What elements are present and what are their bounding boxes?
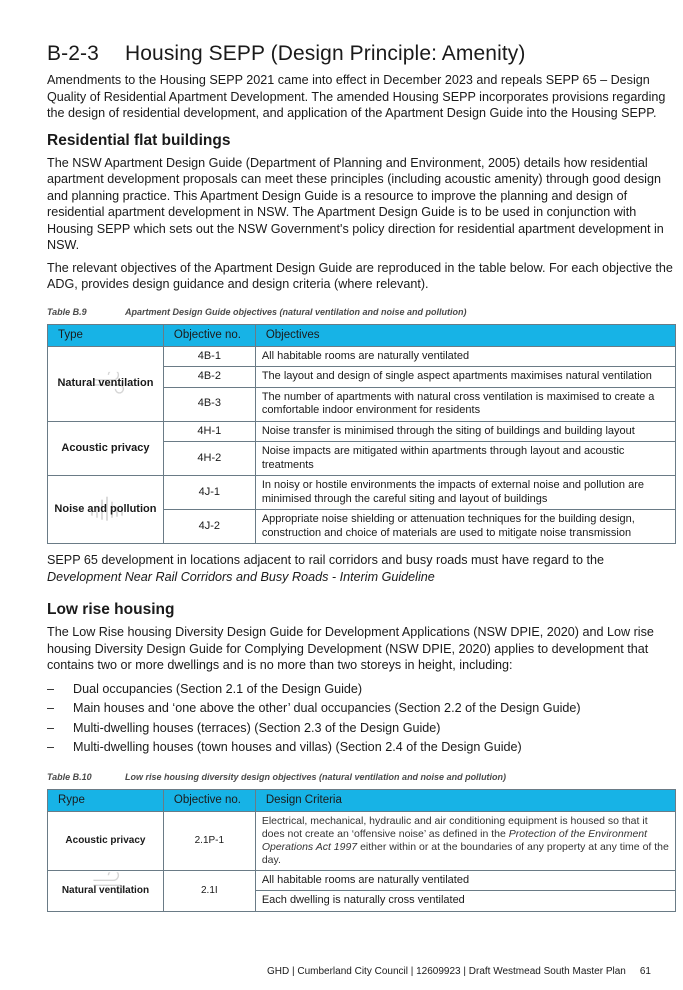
low-rise-list [47,680,679,758]
objective-text: The layout and design of single aspect apartments maximises natural ventilation [255,367,675,388]
table-b10-caption [47,772,679,782]
bullet-dash: – [47,681,55,696]
table-label: Table B.10 [47,771,92,782]
objective-text: In noisy or hostile environments the impacts of external noise and pollution are minimised through the careful siting and layout of buildings [255,476,675,510]
table-b10 [47,789,676,912]
objective-no: 4J-1 [163,476,255,510]
bullet-dash: – [47,701,55,715]
objective-no: 4B-3 [163,387,255,421]
section-title-residential: Residential flat buildings [47,131,231,149]
type-label: Natural ventilation [57,376,154,389]
table-row [48,421,676,442]
list-item: – Multi-dwelling houses (town houses and villas) (Section 2.4 of the Design Guide) [47,738,679,758]
guideline-title: Development Near Rail Corridors and Busy Roads - Interim Guideline [47,569,435,584]
header-type: Rype [48,789,164,811]
objective-no: 4B-2 [163,367,255,388]
table-row [48,476,676,510]
header-type: Type [48,324,164,346]
heading-number: B-2-3 [47,42,99,65]
bullet-dash: – [47,740,55,754]
intro-paragraph: Amendments to the Housing SEPP 2021 came into effect in December 2023 and repeals SEPP 65 – Design Quality of Residential Apartment Development. The amended Housing SEPP incorporates provisions regarding the design of residential development, and application of the Apartment Design Guide into the Housing SEPP. [47,73,666,120]
table-b9-caption [47,307,679,317]
table-header-row [48,789,676,811]
bullet-dash: – [47,720,55,735]
header-objectives: Objectives [255,324,675,346]
rail-corridor-text: SEPP 65 development in locations adjacent to rail corridors and busy roads must have regard to the [47,553,605,567]
header-objective-no: Objective no. [163,324,255,346]
type-label: Noise and pollution [54,502,157,515]
type-cell-acoustic-privacy [48,421,164,476]
type-cell-noise-and-pollution [48,476,164,544]
objective-no: 4B-1 [163,346,255,367]
table-caption-text: Low rise housing diversity design objectives (natural ventilation and noise and pollution) [125,771,507,782]
act-title: Protection of the Environment Operations Act 1997 [261,827,648,853]
criteria-text: Electrical, mechanical, hydraulic and air conditioning equipment is housed so that it does not create an ‘offensive noise’ as defined in the Protection of the Environment Operations Act 1997 either within or at the boundaries of any property at any time of the day. [255,811,675,870]
criteria-text: All habitable rooms are naturally ventilated [255,870,675,891]
list-item: – Main houses and ‘one above the other’ dual occupancies (Section 2.2 of the Design Guide) [47,699,679,719]
type-label: Natural ventilation [61,884,150,896]
objective-text: All habitable rooms are naturally ventilated [255,346,675,367]
rail-corridor-paragraph [47,552,679,585]
objective-text: The number of apartments with natural cross ventilation is maximised to create a comfortable indoor environment for residents [255,387,675,421]
heading-title: Housing SEPP (Design Principle: Amenity) [125,42,526,65]
page-footer [267,966,651,977]
objective-no: 2.1P-1 [163,811,255,870]
objective-text: Noise transfer is minimised through the siting of buildings and building layout [255,421,675,442]
table-header-row [48,324,676,346]
table-b9 [47,324,676,545]
document-page [47,42,679,912]
header-objective-no: Objective no. [163,789,255,811]
section-title-low-rise: Low rise housing [47,601,175,618]
page-heading [47,42,679,66]
residential-paragraph-2: The relevant objectives of the Apartment Design Guide are reproduced in the table below. For each objective the ADG, provides design guidance and design criteria (where relevant). [47,260,673,291]
type-cell-natural-ventilation [48,346,164,421]
table-row [48,346,676,367]
header-design-criteria: Design Criteria [255,789,675,811]
page-number: 61 [639,966,651,977]
type-cell-natural-ventilation [48,870,164,911]
list-item: – Multi-dwelling houses (terraces) (Section 2.3 of the Design Guide) [47,719,679,739]
objective-text: Appropriate noise shielding or attenuation techniques for the building design, construction and choice of materials are used to mitigate noise transmission [255,510,675,544]
objective-no: 4J-2 [163,510,255,544]
type-cell-acoustic-privacy: Acoustic privacy [48,811,164,870]
low-rise-paragraph: The Low Rise housing Diversity Design Guide for Development Applications (NSW DPIE, 2020) and Low rise housing Diversity Design Guide for Complying Development (NSW DPIE, 2020) applies to development that contains two or more dwellings and is no more than two storeys in height, including: [47,625,654,672]
table-row [48,870,676,891]
table-label: Table B.9 [47,306,87,317]
footer-text: GHD | Cumberland City Council | 12609923 | Draft Westmead South Master Plan [266,966,626,977]
objective-no: 2.1I [163,870,255,911]
objective-no: 4H-1 [163,421,255,442]
table-row [48,811,676,870]
table-caption-text: Apartment Design Guide objectives (natural ventilation and noise and pollution) [125,306,467,317]
residential-paragraph-1: The NSW Apartment Design Guide (Department of Planning and Environment, 2005) details how residential apartment development proposals can meet these principles (including acoustic amenity) through good design and planning practice. This Apartment Design Guide is a resource to improve the planning and design of residential apartment development in NSW. The Apartment Design Guide is to be used in conjunction with Housing SEPP which sets out the NSW Government's policy direction for residential apartment development in NSW. [47,155,664,252]
objective-text: Noise impacts are mitigated within apartments through layout and acoustic treatments [255,442,675,476]
criteria-text: Each dwelling is naturally cross ventilated [255,891,675,912]
list-item: – Dual occupancies (Section 2.1 of the Design Guide) [47,680,679,700]
type-label: Acoustic privacy [61,441,150,454]
objective-no: 4H-2 [163,442,255,476]
